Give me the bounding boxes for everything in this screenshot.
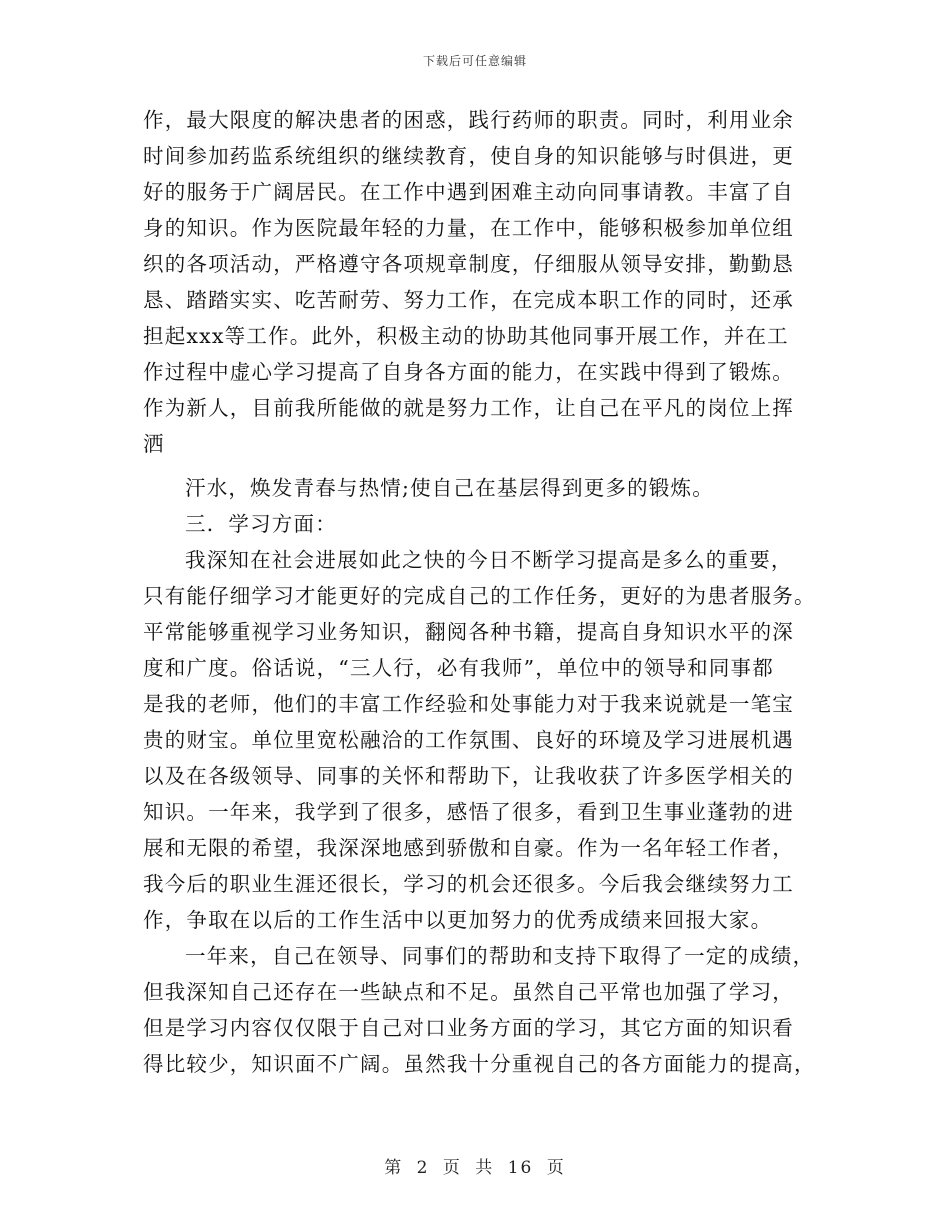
text-line: 以及在各级领导、同事的关怀和帮助下，让我收获了许多医学相关的 [143, 764, 794, 788]
text-line: 度和广度。俗话说，“三人行，必有我师”，单位中的领导和同事都 [143, 656, 774, 680]
text-line: 担起xxx等工作。此外，积极主动的协助其他同事开展工作，并在工 [143, 324, 789, 348]
text-line: 但是学习内容仅仅限于自己对口业务方面的学习，其它方面的知识看 [143, 1016, 794, 1040]
text-line: 一年来，自己在领导、同事们的帮助和支持下取得了一定的成绩， [185, 944, 815, 968]
page-footer: 第 2 页 共 16 页 [384, 1158, 566, 1178]
text-line: 作，最大限度的解决患者的困惑，践行药师的职责。同时，利用业余 [143, 108, 794, 132]
document-body [143, 102, 816, 1082]
text-line: 好的服务于广阔居民。在工作中遇到困难主动向同事请教。丰富了自 [143, 180, 794, 204]
text-line: 平常能够重视学习业务知识，翻阅各种书籍，提高自身知识水平的深 [143, 620, 794, 644]
text-line: 时间参加药监系统组织的继续教育，使自身的知识能够与时俱进，更 [143, 144, 794, 168]
text-line: 展和无限的希望，我深深地感到骄傲和自豪。作为一名年轻工作者， [143, 836, 794, 860]
text-line: 织的各项活动，严格遵守各项规章制度，仔细服从领导安排，勤勤恳 [143, 252, 794, 276]
text-line: 是我的老师，他们的丰富工作经验和处事能力对于我来说就是一笔宝 [143, 692, 794, 716]
text-line: 作，争取在以后的工作生活中以更加努力的优秀成绩来回报大家。 [143, 908, 773, 932]
text-line: 三．学习方面： [185, 512, 337, 536]
text-line: 作过程中虚心学习提高了自身各方面的能力，在实践中得到了锻炼。 [143, 360, 794, 384]
text-line: 我深知在社会进展如此之快的今日不断学习提高是多么的重要， [185, 548, 793, 572]
text-line: 作为新人，目前我所能做的就是努力工作，让自己在平凡的岗位上挥 [143, 396, 794, 420]
text-line: 只有能仔细学习才能更好的完成自己的工作任务，更好的为患者服务。 [143, 584, 816, 608]
page-header: 下载后可任意编辑 [422, 54, 527, 68]
text-line: 但我深知自己还存在一些缺点和不足。虽然自己平常也加强了学习， [143, 980, 794, 1004]
text-line: 洒 [143, 432, 165, 456]
text-line: 贵的财宝。单位里宽松融洽的工作氛围、良好的环境及学习进展机遇 [143, 728, 794, 752]
text-line: 我今后的职业生涯还很长，学习的机会还很多。今后我会继续努力工 [143, 872, 794, 896]
text-line: 恳、踏踏实实、吃苦耐劳、努力工作，在完成本职工作的同时，还承 [143, 288, 794, 312]
paragraph-gap [143, 462, 813, 470]
text-line: 得比较少，知识面不广阔。虽然我十分重视自己的各方面能力的提高， [143, 1052, 816, 1076]
text-line: 知识。一年来，我学到了很多，感悟了很多，看到卫生事业蓬勃的进 [143, 800, 794, 824]
text-line: 汗水，焕发青春与热情;使自己在基层得到更多的锻炼。 [185, 476, 714, 500]
text-line: 身的知识。作为医院最年轻的力量，在工作中，能够积极参加单位组 [143, 216, 794, 240]
